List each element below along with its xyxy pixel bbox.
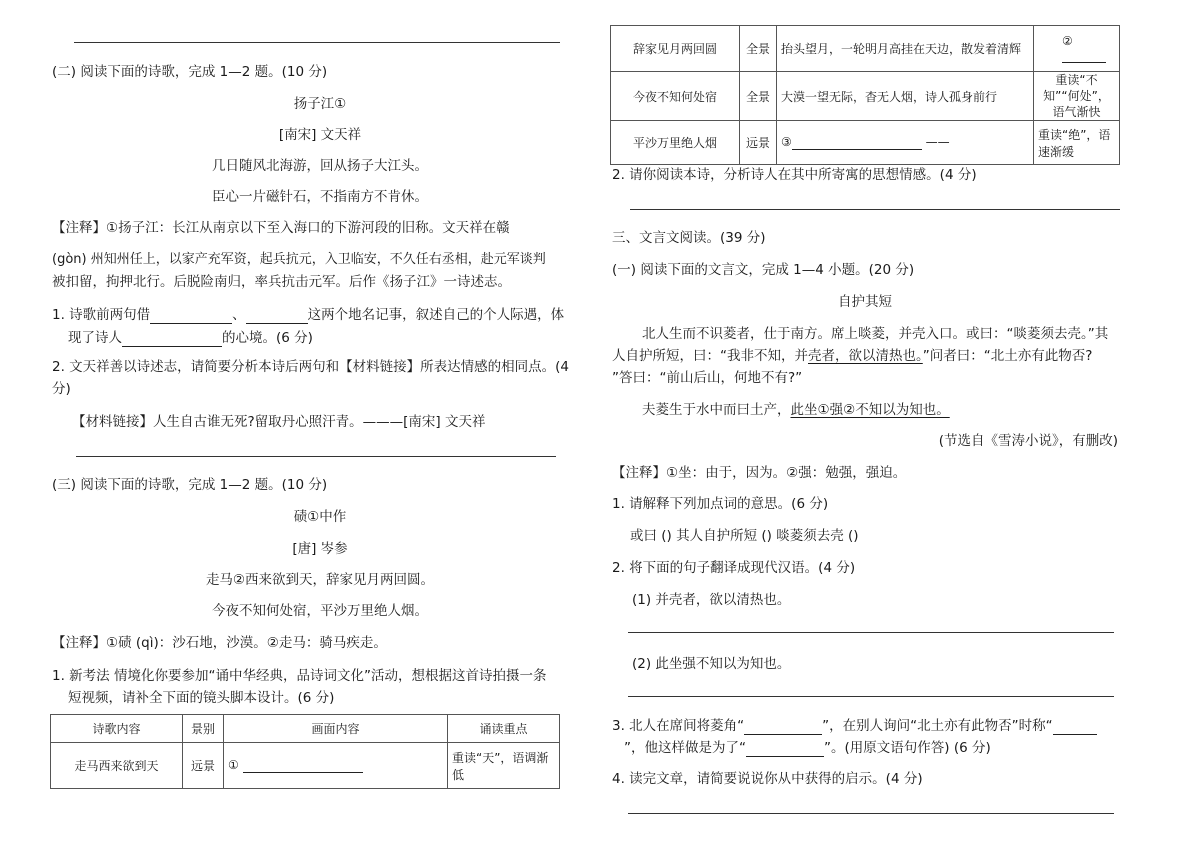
blank-line[interactable] [746,740,824,757]
question-3-line-2: 短视频，请补全下面的镜头脚本设计。(6 分) [68,690,335,706]
table-cell: 走马西来欲到天 [51,743,183,789]
q1-text: 1. 诗歌前两句借 [52,307,151,323]
blank-number: ② [1062,34,1073,48]
table-row [611,72,1120,121]
table-cell: 重读“绝”，语速渐缓 [1034,121,1120,165]
question-2-line-2: 分) [52,381,71,397]
text: ”，在别人询问“北土亦有此物否”时称“ [822,718,1053,734]
header-cell: 诗歌内容 [51,715,183,743]
table-cell: 平沙万里绝人烟 [611,121,740,165]
table-row [611,26,1120,72]
text: ”，他这样做是为了“ [624,740,746,756]
table-cell-blank[interactable] [224,743,448,789]
note-2: 【注释】①碛 (qì)：沙石地，沙漠。②走马：骑马疾走。 [52,635,387,651]
section-2-title: (二) 阅读下面的诗歌，完成 1—2 题。(10 分) [52,64,328,80]
table-cell: 远景 [183,743,224,789]
table-cell: 大漠一望无际，杳无人烟，诗人孤身前行 [777,72,1034,121]
script-table-left [50,714,560,789]
blank-3[interactable] [122,330,222,347]
blank-line[interactable] [1053,718,1097,735]
text: 3. 北人在席间将菱角“ [612,718,745,734]
question-2-line-1: 2. 文天祥善以诗述志，请简要分析本诗后两句和【材料链接】所表达情感的相同点。(4 [52,359,570,375]
question-3-line-1: 1. 新考法 情境化你要参加“诵中华经典，品诗词文化”活动，想根据这首诗拍摄一条 [52,668,547,684]
section-3-heading: 三、文言文阅读。(39 分) [612,230,766,246]
underlined-sentence: 此坐①强②不知以为知也。 [790,402,950,418]
source-note: (节选自《雪涛小说》，有删改) [938,433,1118,449]
table-cell: 辞家见月两回圆 [611,26,740,72]
note-1-line-1: 【注释】①扬子江：长江从南京以下至入海口的下游河段的旧称。文天祥在赣 [52,220,510,236]
paragraph-1-line-1: 北人生而不识菱者，仕于南方。席上啖菱，并壳入口。或曰：“啖菱须去壳。”其 [642,326,1109,342]
paragraph-1-line-3: ”答曰：“前山后山，何地不有?” [612,370,803,386]
underlined-sentence: 壳者，欲以清热也。 [808,348,923,364]
text: ”问者曰：“北土亦有此物否? [922,348,1093,364]
question-1-words: 或曰 () 其人自护所短 () 啖菱须去壳 () [630,528,859,544]
header-cell: 画面内容 [224,715,448,743]
essay-title: 自护其短 [838,294,892,310]
paragraph-1-line-2 [612,344,1092,364]
poem-1-line-2: 臣心一片磁针石，不指南方不肯休。 [212,189,428,205]
text: 人自护所短，曰：“我非不知，并 [612,348,808,364]
poem-1-line-1: 几日随风北海游，回从扬子大江头。 [212,158,428,174]
table-cell-blank[interactable] [1034,26,1120,72]
table-cell: 全景 [740,26,777,72]
question-1 [52,303,564,324]
header-cell: 景别 [183,715,224,743]
answer-line[interactable] [628,632,1114,633]
blank-number: ③ [781,135,792,149]
answer-line [76,456,556,457]
question-1: 1. 请解释下列加点词的意思。(6 分) [612,496,829,512]
question-4: 4. 读完文章，请简要说说你从中获得的启示。(4 分) [612,771,923,787]
table-header-row [51,715,560,743]
question-2: 2. 将下面的句子翻译成现代汉语。(4 分) [612,560,856,576]
poem-2-line-2: 今夜不知何处宿，平沙万里绝人烟。 [212,603,428,619]
blank-number: ① [228,758,239,772]
table-cell: 全景 [740,72,777,121]
answer-line [74,42,560,43]
table-cell: 重读“不知”“何处”，语气渐快 [1034,72,1120,121]
poem-2-author: [唐] 岑参 [292,541,348,557]
blank-line[interactable] [243,758,363,773]
question-1-cont [68,326,313,347]
header-cell: 诵读重点 [448,715,560,743]
answer-line[interactable] [628,813,1114,814]
subsection-1-title: (一) 阅读下面的文言文，完成 1—4 小题。(20 分) [612,262,915,278]
script-table-right [610,25,1120,165]
q1-text-2: 这两个地名记事，叙述自己的个人际遇，体 [307,307,565,323]
table-cell: 抬头望月，一轮明月高挂在天边，散发着清辉 [777,26,1034,72]
poem-1-author: [南宋] 文天祥 [278,127,362,143]
question-3-line-1 [612,714,1097,735]
table-cell: 今夜不知何处宿 [611,72,740,121]
question-2-sentence-2: (2) 此坐强不知以为知也。 [632,656,791,672]
table-cell-blank[interactable]: ③ —— [777,121,1034,165]
answer-line[interactable] [628,696,1114,697]
blank-line[interactable] [744,718,822,735]
poem-2-title: 碛①中作 [293,509,347,525]
poem-1-title: 扬子江① [293,96,347,112]
question-2-sentence-1: (1) 并壳者，欲以清热也。 [632,592,791,608]
q1-text-4: 的心境。(6 分) [222,330,313,346]
table-row [611,121,1120,165]
question-3-line-2 [624,736,991,757]
paragraph-2 [642,398,950,418]
section-3-title: (三) 阅读下面的诗歌，完成 1—2 题。(10 分) [52,477,328,493]
table-row [51,743,560,789]
material-link: 【材料链接】人生自古谁无死?留取丹心照汗青。———[南宋] 文天祥 [72,414,486,430]
poem-2-line-1: 走马②西来欲到天，辞家见月两回圆。 [205,572,435,588]
annotation: 【注释】①坐：由于，因为。②强：勉强，强迫。 [612,465,907,481]
blank-1[interactable] [150,307,232,324]
table-cell: 重读“天”，语调渐低 [448,743,560,789]
question-poem-2: 2. 请你阅读本诗，分析诗人在其中所寄寓的思想情感。(4 分) [612,167,977,183]
text: ”。(用原文语句作答) (6 分) [824,740,991,756]
blank-2[interactable] [246,307,308,324]
q1-sep: 、 [232,307,246,323]
note-1-line-2: (gòn) 州知州任上，以家产充军资，起兵抗元，入卫临安，不久任右丞相，赴元军谈判 [52,252,546,267]
table-cell: 远景 [740,121,777,165]
text: 夫菱生于水中而曰土产， [642,402,791,418]
q1-text-3: 现了诗人 [68,330,122,346]
blank-line[interactable] [792,135,922,150]
note-1-line-3: 被扣留，拘押北行。后脱险南归，率兵抗击元军。后作《扬子江》一诗述志。 [52,274,511,290]
blank-line[interactable] [1062,48,1106,63]
answer-line [630,209,1120,210]
